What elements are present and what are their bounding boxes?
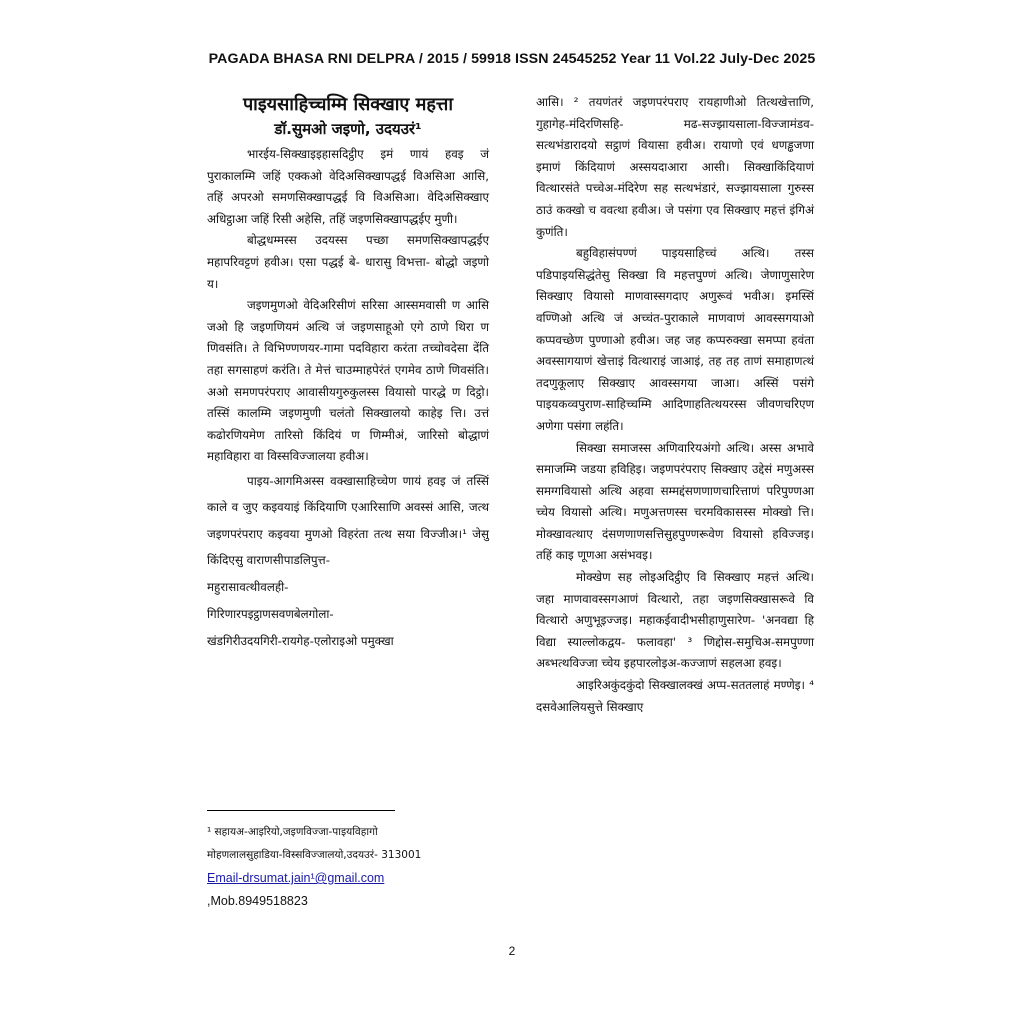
footnote-divider (207, 810, 395, 811)
place-list-line: महुरासावत्थीवलही- (207, 579, 289, 594)
footnote-email-link[interactable]: Email-drsumat.jain¹@gmail.com (207, 871, 385, 885)
place-list-line: खंडगिरीउदयगिरी-रायगेह-एलोराइओ पमुक्खा (207, 633, 394, 648)
body-paragraph: सिक्खा समाजस्स अणिवारियअंगो अत्थि। अस्स अभावे समाजम्मि जडया हविहिइ। जइणपरंपराए सिक्खाए उद्देसं मणुअस्स समग्गवियासो अत्थि अहवा सम्मद्दंसणणाणचारित्ताणं परिपुण्णआ च्चेय वियासो अत्थि। मणुअत्तणस्स चरमविकासस्स मोक्खो त्ति। मोक्खावत्थाए दंसणणाणसत्तिसुहपुण्णरूवेण वियासो हविज्जइ। तहिं काइ णूणआ असंभवइ। (536, 440, 814, 563)
left-column (207, 92, 489, 655)
footnotes (207, 810, 489, 913)
body-paragraph: आइरिअकुंदकुंदो सिक्खालक्खं अप्प-सततलाहं मण्णेइ। ⁴ दसवेआलियसुत्ते सिक्खाए (536, 678, 814, 714)
right-column (536, 92, 814, 718)
footnote-mobile: ,Mob.8949518823 (207, 894, 308, 908)
page-number: 2 (508, 944, 516, 958)
footnote-university: मोहणलालसुहाडिया-विस्सविज्जालयो,उदयउरं- 313001 (207, 849, 422, 861)
body-paragraph: बोद्धधम्मस्स उदयस्स पच्छा समणसिक्खापद्धईए महापरिवट्टणं हवीअ। एसा पद्धई बे- धारासु विभत्ता- बोद्धो जइणो य। (207, 233, 489, 291)
body-paragraph: बहुविहासंपण्णं पाइयसाहिच्चं अत्थि। तस्स पडिपाइयसिद्धंतेसु सिक्खा वि महत्तपुण्णं अत्थि। जेणाणुसारेण सिक्खाए वियासो माणवास्सगदाए अणुरूवं भवीअ। इमस्सिं वण्णिओ अत्थि जं अच्चंत-पुराकाले माणवाणं आवस्सगयाओ कप्पवच्छेण पुण्णाओ हवीअ। जह जह कप्परुक्खा समप्पा हवंता अवस्सागयाणं खेत्ताइं वित्थाराइं जाआइं, तह तह ताणं समाहाणत्थं तदणुकूलाए सिक्खाए आवस्सगया जाआ। अस्सिं पसंगे पाइयकव्वपुराण-साहिच्चम्मि आदिणाहतित्थयरस्स जीवणचरिएण अणेगा पसंगा लहंति। (536, 246, 814, 433)
article-author: डॉ.सुमओ जइणो, उदयउरं¹ (274, 120, 422, 138)
body-paragraph: मोक्खेण सह लोइअदिट्ठीए वि सिक्खाए महत्तं अत्थि। जहा माणवावस्सगआणं वित्थारो, तहा जइणसिक्खासरूवे वि वित्थारो अणुभूइज्जइ। महाकईवादीभसीहाणुसारेण- 'अनवद्या हि विद्या स्याल्लोकद्वय- फलावहा' ³ णिद्दोस-समुचिअ-समपुण्णा अब्भत्थविज्जा च्चेय इहपारलोइअ-कज्जाणं सहलआ हवइ। (536, 570, 814, 671)
body-paragraph: आसि। ² तयणंतरं जइणपरंपराए रायहाणीओ तित्थखेत्ताणि, गुहागेह-मंदिरणिसहि- मढ-सज्झायसाला-विज्जामंडव-सत्थभंडारादयो सट्ठाणं वियासा हवीअ। रायाणो एवं धणड्ढजणा इमाणं किंदियाणं अस्सयदाआरा आसी। सिक्खाकिंदियाणं वित्थारसंते पच्चेअ-मंदिरेण सह सत्थभंडारं, सज्झायसाला गुरुस्स ठाउं कक्खो च ववत्था हवीअ। जे पसंगा एव सिक्खाए महत्तं इंगिअं कुणंति। (536, 95, 814, 239)
body-paragraph: भारईय-सिक्खाइइहासदिट्ठीए इमं णायं हवइ जं पुराकालम्मि जहिं एक्कओ वेदिअसिक्खापद्धई विअसिआ आसि, तहिं अपरओ समणसिक्खापद्धई वि विअसिआ। वेदिअसिक्खाए अधिट्ठाआ जहिं रिसी अहेसि, तहिं जइणसिक्खापद्धईए मुणी। (207, 147, 489, 226)
body-paragraph: पाइय-आगमिअस्स वक्खासाहिच्चेण णायं हवइ जं तस्सिं काले व जुए कइवयाइं किंदियाणि एआरिसाणि अवस्सं आसि, जत्थ जइणपरंपराए कइवया मुणओ विहरंता तत्थ सया विज्जीअ।¹ जेसु किंदिएसु वाराणसीपाडलिपुत्त- (207, 473, 489, 568)
journal-header: PAGADA BHASA RNI DELPRA / 2015 / 59918 ISSN 24545252 Year 11 Vol.22 July-Dec 2025 (208, 51, 816, 67)
place-list-line: गिरिणारपइट्ठाणसवणबेलगोला- (207, 606, 334, 621)
article-title: पाइयसाहिच्चम्मि सिक्खाए महत्ता (242, 94, 454, 115)
body-paragraph: जइणमुणओ वेदिअरिसीणं सरिसा आस्समवासी ण आसि जओ हि जइणणियमं अत्थि जं जइणसाहूओ एगे ठाणे थिरा ण णिवसंति। ते विभिण्णणयर-गामा पदविहारा करंता तच्चोवदेसा देंति तहा सगसाहणं करंति। ते मेत्तं चाउम्माहपेरंतं एगमेव ठाणे णिवसंति। अओ समणपरंपराए आवासीयगुरुकुलस्स वियासो पारद्धे ण दिट्ठो। तस्सिं कालम्मि जइणमुणी चलंतो सिक्खालयो काहेइ त्ति। उत्तं कढोरणियमेण तारिसो किंदियं ण णिम्मीअं, जारिसो बोद्धाणं महाविहारा वा विस्सविज्जालया हवीअ। (207, 298, 489, 464)
footnote-affiliation: ¹ सहायअ-आइरियो,जइणविज्जा-पाइयविहागो (207, 826, 378, 838)
